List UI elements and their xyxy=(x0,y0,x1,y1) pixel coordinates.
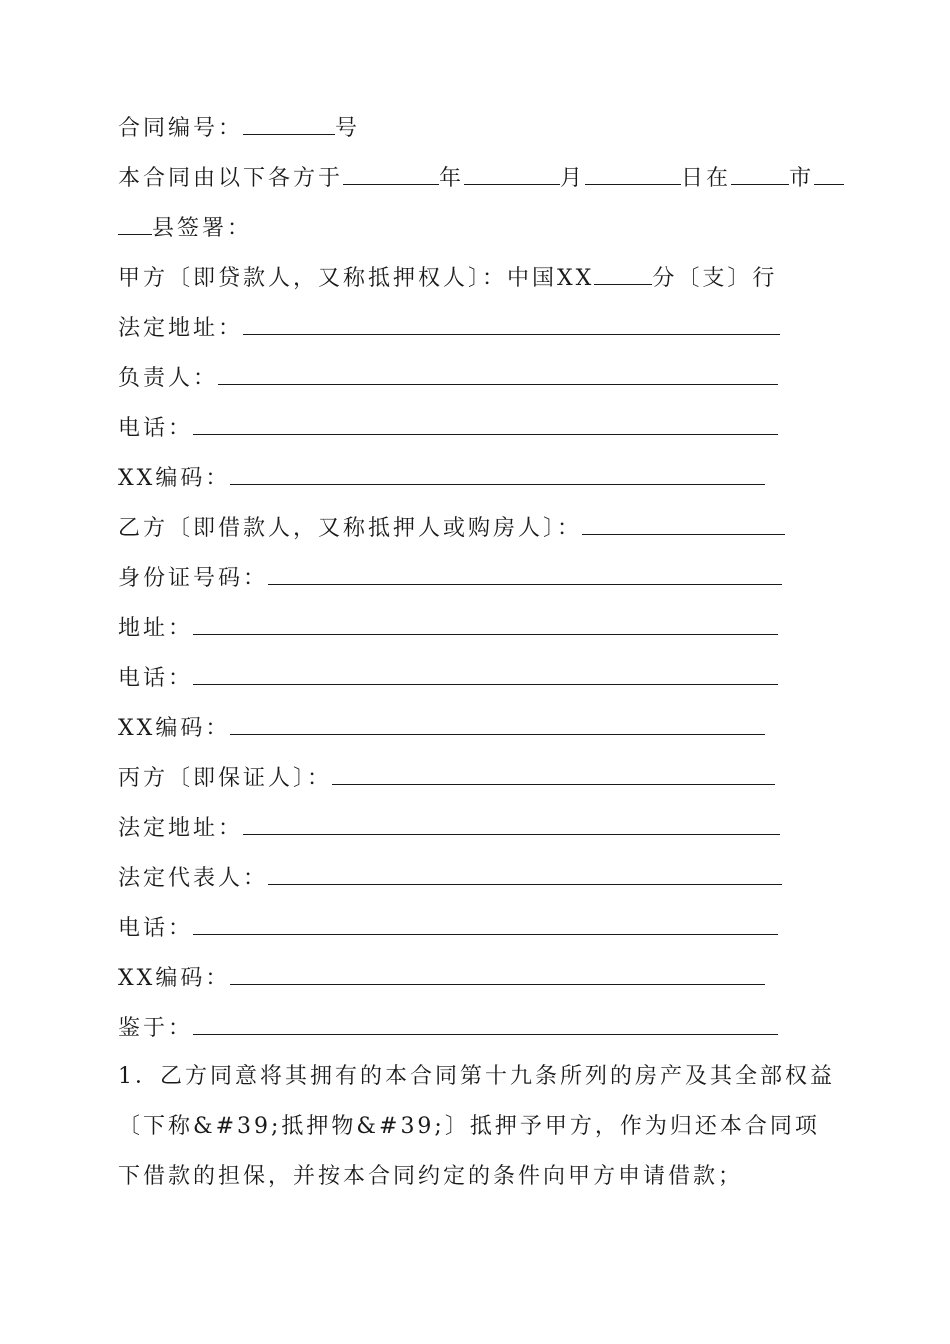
city-label: 市 xyxy=(789,166,815,191)
party-b-phone-line xyxy=(118,662,778,694)
party-c-code-line xyxy=(118,962,765,994)
whereas-line xyxy=(118,1012,778,1044)
party-c-title: 丙方〔即保证人〕： xyxy=(118,766,333,791)
day-label: 日在 xyxy=(681,166,732,191)
party-b-id-line xyxy=(118,562,782,594)
signing-line-2 xyxy=(118,212,252,244)
party-c-phone-line xyxy=(118,912,778,944)
branch-blank xyxy=(594,262,652,285)
party-c-name-blank xyxy=(332,762,775,785)
contract-number-label: 合同编号： xyxy=(118,116,244,141)
day-blank xyxy=(585,162,681,185)
county-blank-part2 xyxy=(118,212,152,235)
party-a-title-suffix: 分〔支〕行 xyxy=(652,266,778,291)
party-c-code-label: XX编码： xyxy=(118,966,231,991)
party-c-phone-label: 电话： xyxy=(118,916,194,941)
party-c-address-line xyxy=(118,812,780,844)
party-a-person-label: 负责人： xyxy=(118,366,219,391)
whereas-blank xyxy=(193,1012,778,1035)
party-b-code-line xyxy=(118,712,765,744)
year-blank xyxy=(343,162,439,185)
party-a-phone-line xyxy=(118,412,778,444)
month-blank xyxy=(464,162,560,185)
party-b-name-blank xyxy=(582,512,785,535)
year-label: 年 xyxy=(439,166,465,191)
signing-suffix: 县签署： xyxy=(152,216,253,241)
party-b-id-label: 身份证号码： xyxy=(118,566,269,591)
party-b-phone-label: 电话： xyxy=(118,666,194,691)
party-a-phone-label: 电话： xyxy=(118,416,194,441)
party-a-code-blank xyxy=(230,462,765,485)
contract-number-line xyxy=(118,112,360,144)
party-b-address-blank xyxy=(193,612,778,635)
whereas-label: 鉴于： xyxy=(118,1016,194,1041)
party-b-code-label: XX编码： xyxy=(118,716,231,741)
county-blank-part1 xyxy=(814,162,844,185)
party-a-person-blank xyxy=(218,362,778,385)
contract-number-suffix: 号 xyxy=(335,116,361,141)
party-c-rep-line xyxy=(118,862,782,894)
party-b-address-line xyxy=(118,612,778,644)
party-c-address-blank xyxy=(243,812,780,835)
party-b-id-blank xyxy=(268,562,782,585)
party-b-phone-blank xyxy=(193,662,778,685)
party-c-code-blank xyxy=(230,962,765,985)
signing-prefix: 本合同由以下各方于 xyxy=(118,166,344,191)
party-c-phone-blank xyxy=(193,912,778,935)
party-b-code-blank xyxy=(230,712,765,735)
party-a-address-blank xyxy=(243,312,780,335)
party-b-title-line xyxy=(118,512,785,544)
city-blank xyxy=(731,162,789,185)
party-a-address-label: 法定地址： xyxy=(118,316,244,341)
contract-number-blank xyxy=(243,112,335,135)
party-c-address-label: 法定地址： xyxy=(118,816,244,841)
party-a-address-line xyxy=(118,312,780,344)
month-label: 月 xyxy=(560,166,586,191)
party-a-code-line xyxy=(118,462,765,494)
party-c-rep-blank xyxy=(268,862,782,885)
party-a-code-label: XX编码： xyxy=(118,466,231,491)
party-a-title: 甲方〔即贷款人，又称抵押权人〕：中国XX xyxy=(118,266,595,291)
party-b-address-label: 地址： xyxy=(118,616,194,641)
party-c-title-line xyxy=(118,762,775,794)
party-a-title-line xyxy=(118,262,777,294)
party-a-person-line xyxy=(118,362,778,394)
signing-line-1 xyxy=(118,162,844,194)
clause-1-paragraph: 1．乙方同意将其拥有的本合同第十九条所列的房产及其全部权益〔下称&#39;抵押物&#39;〕抵押予甲方，作为归还本合同项下借款的担保，并按本合同约定的条件向甲方申请借款； xyxy=(118,1064,835,1189)
party-b-title: 乙方〔即借款人，又称抵押人或购房人〕： xyxy=(118,516,583,541)
party-c-rep-label: 法定代表人： xyxy=(118,866,269,891)
party-a-phone-blank xyxy=(193,412,778,435)
